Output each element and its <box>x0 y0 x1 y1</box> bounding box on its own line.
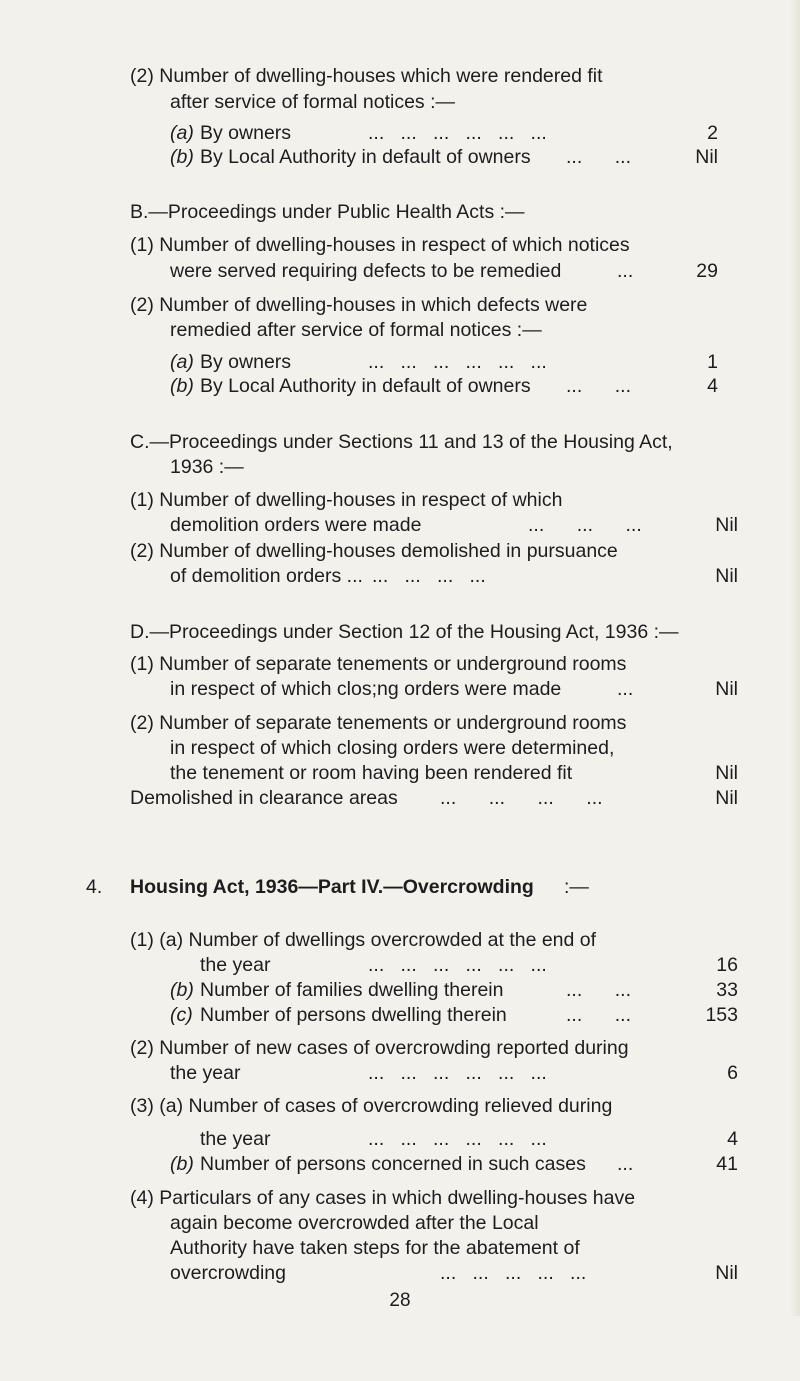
value: 2 <box>707 122 718 144</box>
item-text: (3) (a) Number of cases of overcrowding relieved during <box>130 1095 613 1117</box>
value: 4 <box>727 1128 738 1150</box>
section-heading: D.—Proceedings under Section 12 of the Housing Act, 1936 :— <box>130 621 679 643</box>
subitem-label: (a) <box>170 122 194 144</box>
dot-leader: ... ... <box>566 146 632 168</box>
subitem-label: (c) <box>170 1004 193 1026</box>
dot-leader: ... ... ... ... ... ... <box>368 351 547 373</box>
subitem-label: (b) <box>170 146 194 168</box>
page-edge-shadow <box>790 0 800 1316</box>
value: 16 <box>716 954 738 976</box>
value: 33 <box>716 979 738 1001</box>
value: Nil <box>715 762 738 784</box>
item-text: (1) Number of dwelling-houses in respect of which notices <box>130 234 630 256</box>
subitem-label: (b) <box>170 1153 194 1175</box>
item-text: (2) Number of separate tenements or underground rooms <box>130 712 627 734</box>
item-text: (2) Number of new cases of overcrowding reported during <box>130 1037 629 1059</box>
subitem-text: By Local Authority in default of owners <box>200 375 531 397</box>
item-text: overcrowding <box>170 1262 286 1284</box>
subitem-text: By Local Authority in default of owners <box>200 146 531 168</box>
value: Nil <box>715 565 738 587</box>
section-heading: 1936 :— <box>170 456 244 478</box>
value: Nil <box>715 1262 738 1284</box>
value: 29 <box>696 260 718 282</box>
value: 4 <box>707 375 718 397</box>
section-heading: Housing Act, 1936—Part IV.—Overcrowding <box>130 876 534 898</box>
item-text: of demolition orders ... <box>170 565 363 587</box>
item-text: demolition orders were made <box>170 514 422 536</box>
value: Nil <box>715 678 738 700</box>
item-text: again become overcrowded after the Local <box>170 1212 539 1234</box>
section-number: 4. <box>86 876 103 898</box>
item-text: the year <box>200 1128 271 1150</box>
dot-leader: ... ... ... ... ... ... <box>368 954 547 976</box>
subitem-text: By owners <box>200 122 292 144</box>
section-heading-suffix: :— <box>564 876 589 898</box>
section-heading: B.—Proceedings under Public Health Acts :— <box>130 201 525 223</box>
dot-leader: ... ... <box>566 375 632 397</box>
item-text: the year <box>170 1062 241 1084</box>
dot-leader: ... ... ... ... <box>372 565 486 587</box>
value: Nil <box>715 514 738 536</box>
item-text: (1) Number of separate tenements or underground rooms <box>130 653 627 675</box>
dot-leader: ... ... ... ... ... <box>440 1262 587 1284</box>
item-text: in respect of which clos;ng orders were made <box>170 678 562 700</box>
value: 41 <box>716 1153 738 1175</box>
item-heading: after service of formal notices :— <box>170 91 456 113</box>
dot-leader: ... ... ... ... ... ... <box>368 1128 547 1150</box>
item-text: (2) Number of dwelling-houses demolished in pursuance <box>130 540 618 562</box>
item-text: (1) Number of dwelling-houses in respect of which <box>130 489 563 511</box>
subitem-text: Number of families dwelling therein <box>200 979 504 1001</box>
item-text: Authority have taken steps for the abatement of <box>170 1237 580 1259</box>
dot-leader: ... ... ... <box>528 514 642 536</box>
item-text: (1) (a) Number of dwellings overcrowded at the end of <box>130 929 597 951</box>
dot-leader: ... ... ... ... ... ... <box>368 122 547 144</box>
section-heading: C.—Proceedings under Sections 11 and 13 of the Housing Act, <box>130 431 673 453</box>
dot-leader: ... <box>617 260 634 282</box>
subitem-text: Number of persons concerned in such cases <box>200 1153 586 1175</box>
item-text: remedied after service of formal notices :— <box>170 319 542 341</box>
subitem-text: Number of persons dwelling therein <box>200 1004 507 1026</box>
item-text: (4) Particulars of any cases in which dwelling-houses have <box>130 1187 636 1209</box>
page-number: 28 <box>389 1290 411 1311</box>
item-text: in respect of which closing orders were determined, <box>170 737 615 759</box>
value: Nil <box>715 787 738 809</box>
item-text: were served requiring defects to be remedied <box>170 260 562 282</box>
value: 153 <box>705 1004 738 1026</box>
value: Nil <box>695 146 718 168</box>
subitem-label: (b) <box>170 979 194 1001</box>
subitem-text: By owners <box>200 351 292 373</box>
item-text: the year <box>200 954 271 976</box>
item-text: Demolished in clearance areas <box>130 787 398 809</box>
subitem-label: (a) <box>170 351 194 373</box>
dot-leader: ... <box>617 1153 634 1175</box>
value: 1 <box>707 351 718 373</box>
dot-leader: ... ... <box>566 1004 632 1026</box>
subitem-label: (b) <box>170 375 194 397</box>
dot-leader: ... ... ... ... <box>440 787 603 809</box>
item-text: the tenement or room having been rendered fit <box>170 762 573 784</box>
item-text: (2) Number of dwelling-houses in which defects were <box>130 294 588 316</box>
dot-leader: ... ... <box>566 979 632 1001</box>
item-heading: (2) Number of dwelling-houses which were rendered fit <box>130 65 603 87</box>
dot-leader: ... ... ... ... ... ... <box>368 1062 547 1084</box>
value: 6 <box>727 1062 738 1084</box>
dot-leader: ... <box>617 678 634 700</box>
